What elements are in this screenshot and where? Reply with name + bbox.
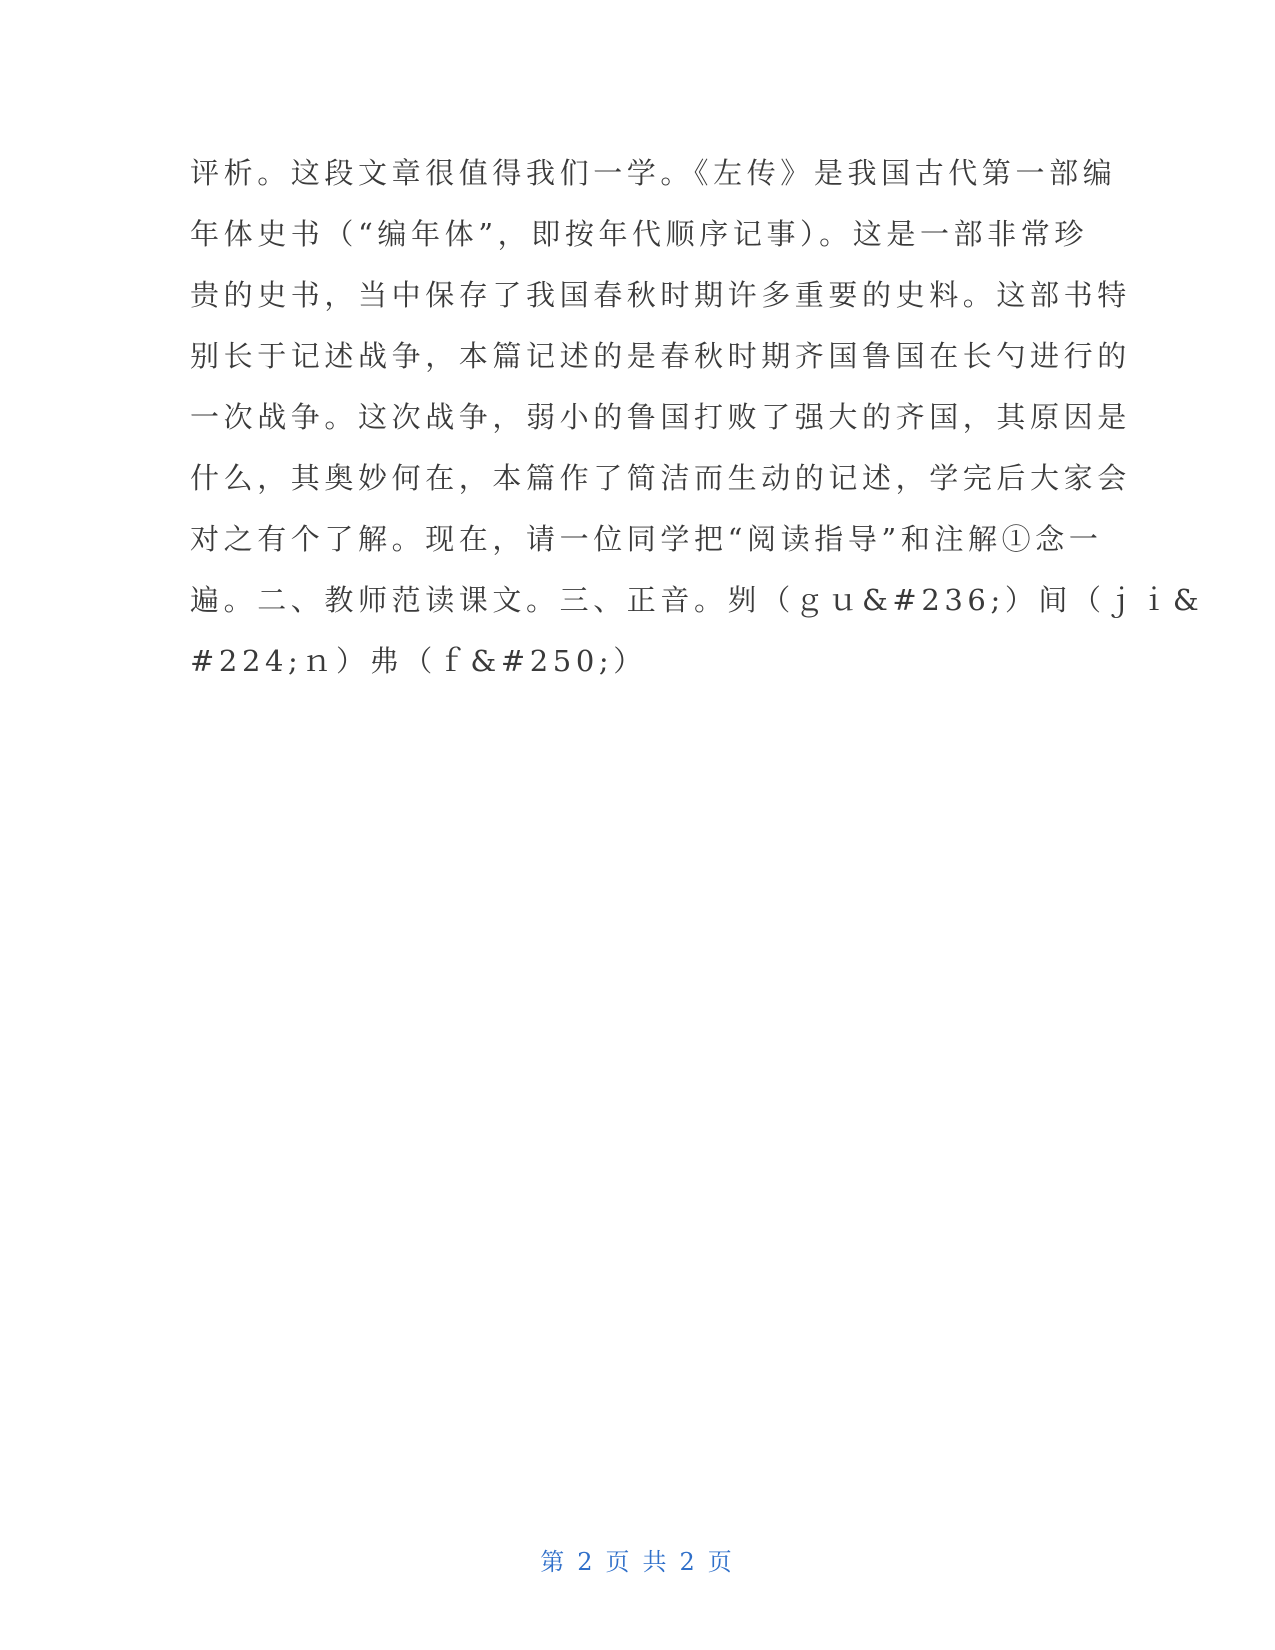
text-line: #224;ｎ）弗（ｆ&#250;）: [190, 644, 647, 678]
footer-current-page: 2: [577, 1548, 596, 1576]
text-line: 什么，其奥妙何在，本篇作了简洁而生动的记述，学完后大家会: [190, 461, 1131, 495]
text-line: 年体史书（“编年体”，即按年代顺序记事）。这是一部非常珍: [190, 217, 1088, 251]
text-line: 对之有个了解。现在，请一位同学把“阅读指导”和注解①念一: [190, 522, 1103, 556]
body-paragraph: [190, 143, 1204, 692]
footer-page-unit: 页: [605, 1548, 633, 1576]
text-line: 遍。二、教师范读课文。三、正音。刿（ｇｕ&#236;）间（ｊｉ&: [190, 583, 1204, 617]
footer-total-pages: 2: [679, 1548, 698, 1576]
footer-total-word: 共: [642, 1548, 670, 1576]
footer-page-word: 第: [540, 1548, 568, 1576]
text-line: 评析。这段文章很值得我们一学。《左传》是我国古代第一部编: [190, 156, 1117, 190]
page-footer: [0, 1542, 1275, 1577]
text-line: 别长于记述战争，本篇记述的是春秋时期齐国鲁国在长勺进行的: [190, 339, 1131, 373]
text-line: 贵的史书，当中保存了我国春秋时期许多重要的史料。这部书特: [190, 278, 1131, 312]
text-line: 一次战争。这次战争，弱小的鲁国打败了强大的齐国，其原因是: [190, 400, 1131, 434]
footer-total-unit: 页: [707, 1548, 735, 1576]
